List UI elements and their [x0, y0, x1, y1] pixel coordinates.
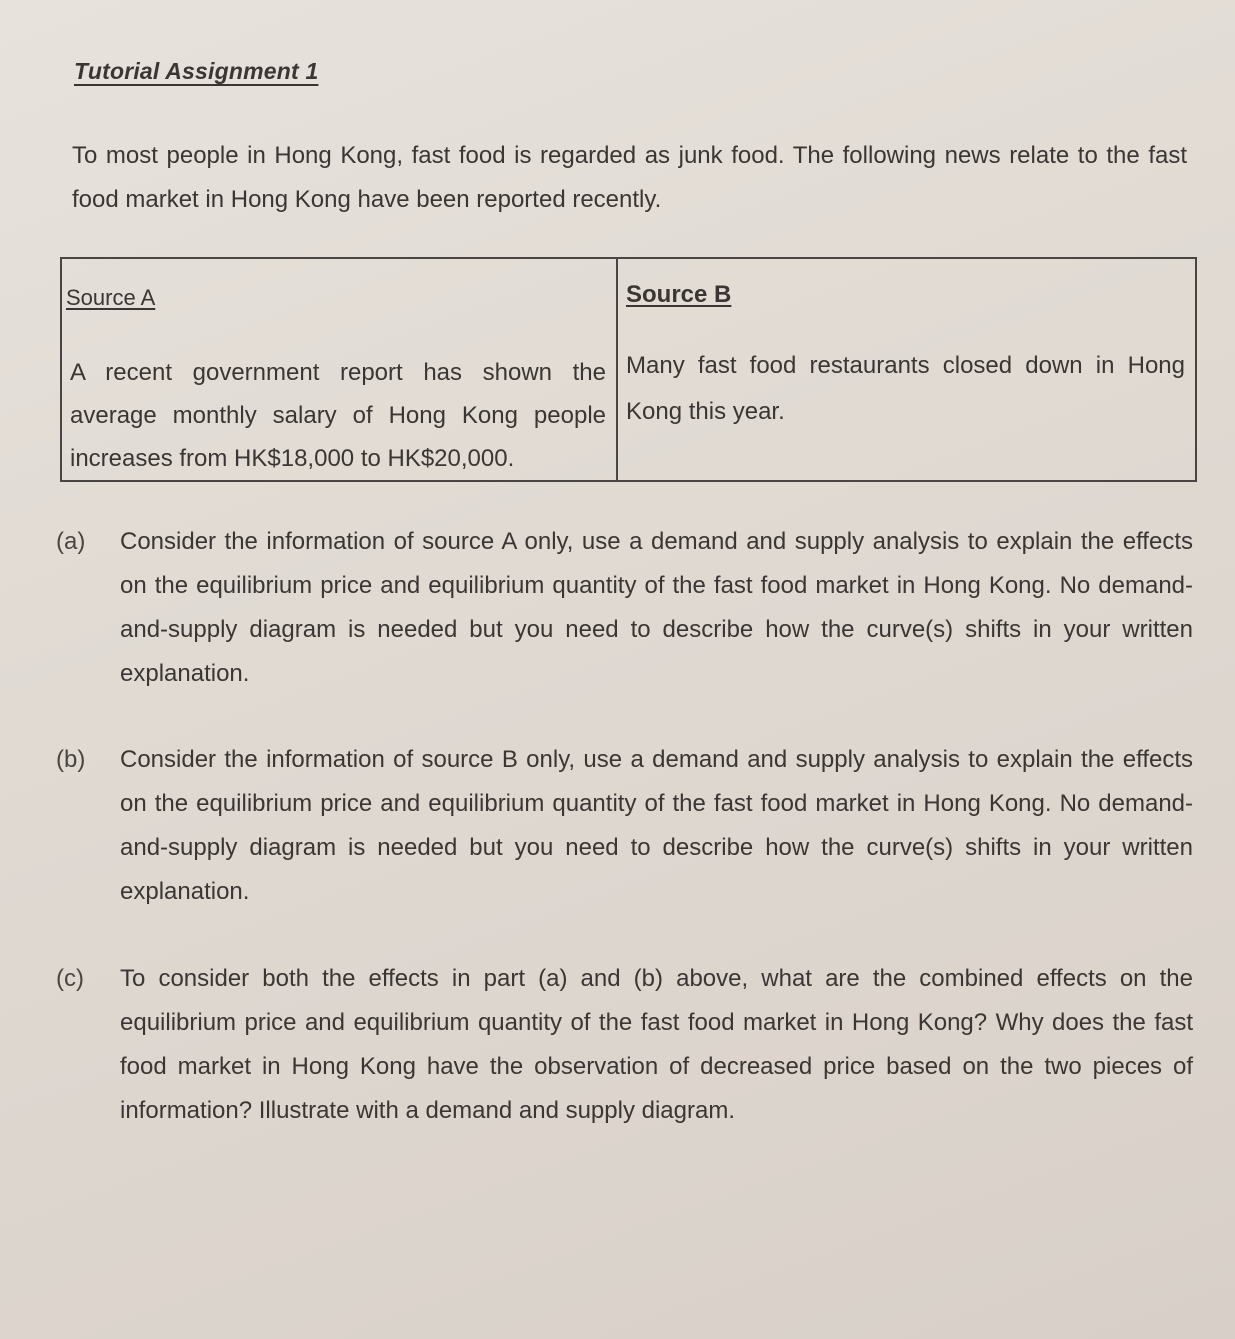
question-a-label: (a) [56, 528, 86, 555]
sources-table [60, 257, 1197, 482]
sources-row [61, 258, 1196, 481]
question-c [56, 957, 1193, 1133]
question-b-text: Consider the information of source B only, use a demand and supply analysis to explain the effects on the equilibrium price and equilibrium quantity of the fast food market in Hong Kong. No demand-and-supply diagram is needed but you need to describe how the curve(s) shifts in your written explanation. [120, 746, 1193, 905]
question-b-label: (b) [56, 746, 86, 773]
source-b-cell [617, 258, 1196, 481]
question-c-text: To consider both the effects in part (a) and (b) above, what are the combined effects on the equilibrium price and equilibrium quantity of the fast food market in Hong Kong? Why does the fast food market in Hong Kong have the observation of decreased price based on the two pieces of information? Illustrate with a demand and supply diagram. [120, 965, 1193, 1124]
source-b-text: Many fast food restaurants closed down in Hong Kong this year. [626, 352, 1185, 425]
question-a-text: Consider the information of source A only, use a demand and supply analysis to explain the effects on the equilibrium price and equilibrium quantity of the fast food market in Hong Kong. No demand-and-supply diagram is needed but you need to describe how the curve(s) shifts in your written explanation. [120, 528, 1193, 687]
question-b [56, 738, 1193, 914]
source-a-heading: Source A [66, 285, 156, 310]
question-c-label: (c) [56, 965, 84, 992]
source-b-heading: Source B [626, 281, 732, 308]
document-title: Tutorial Assignment 1 [74, 58, 319, 84]
question-a [56, 520, 1193, 696]
source-a-cell [61, 258, 617, 481]
intro-paragraph: To most people in Hong Kong, fast food is regarded as junk food. The following news relate to the fast food market in Hong Kong have been reported recently. [72, 142, 1187, 213]
source-a-text: A recent government report has shown the average monthly salary of Hong Kong people increases from HK$18,000 to HK$20,000. [70, 359, 606, 472]
